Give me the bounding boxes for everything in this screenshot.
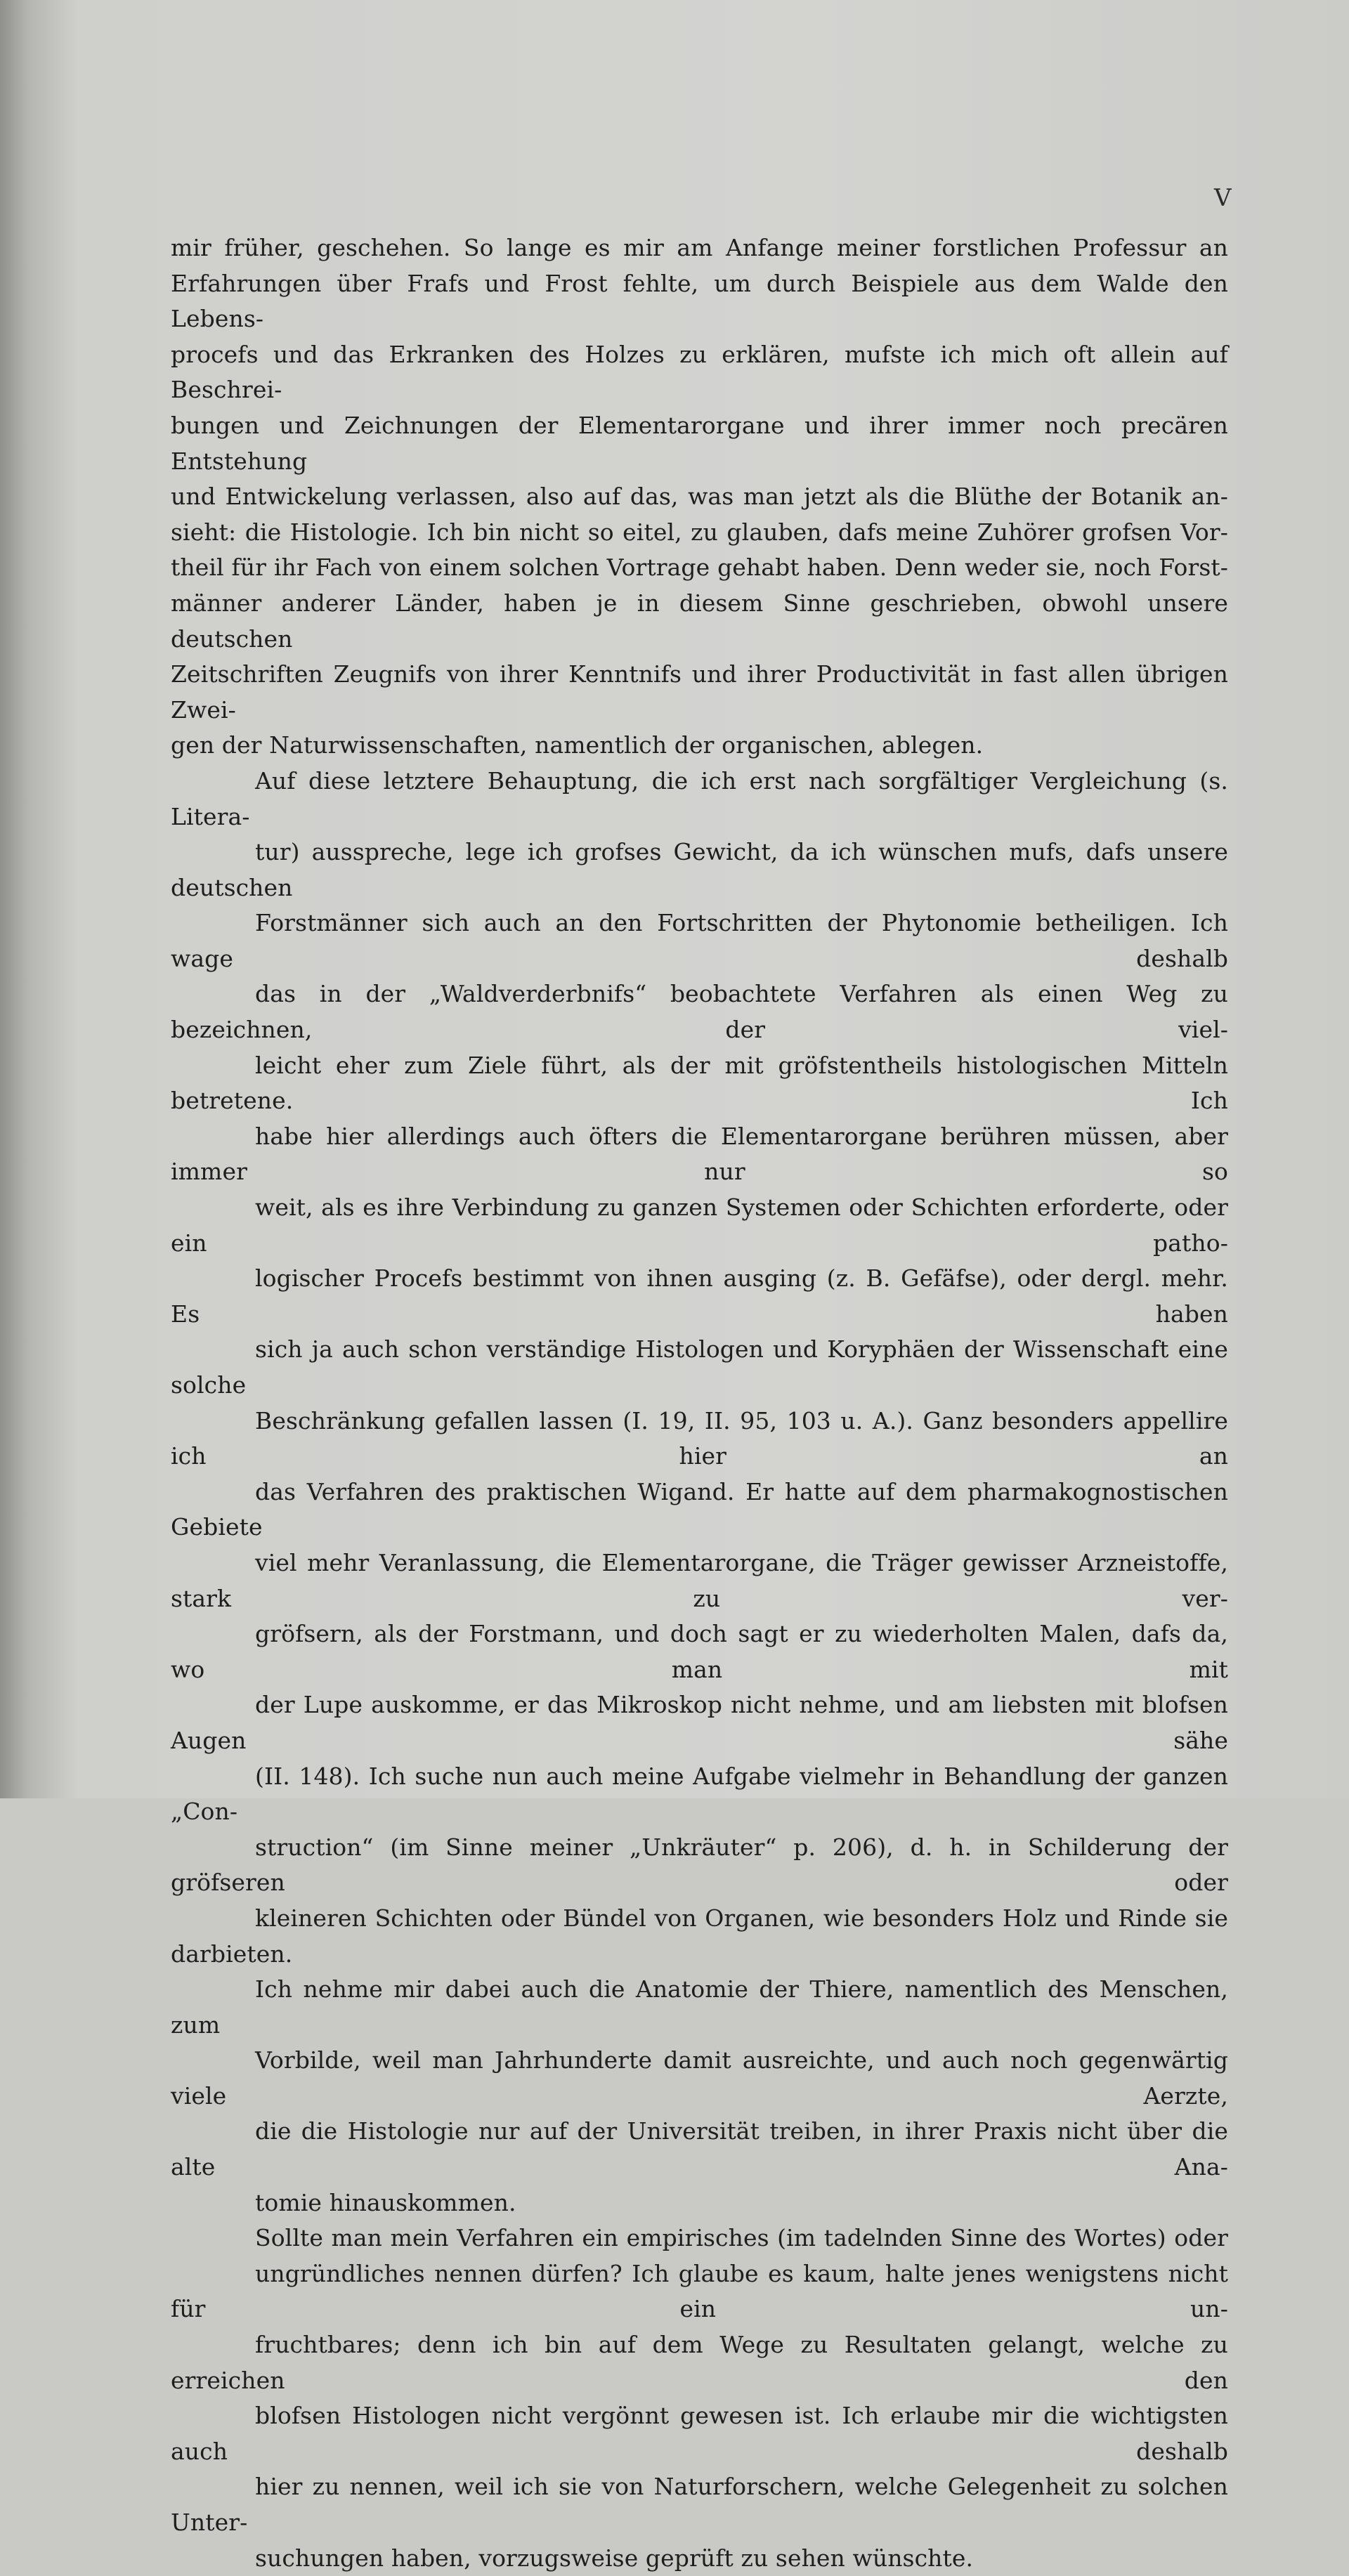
text-line: tomie hinauskommen. [255,2188,516,2216]
text-line: hier zu nennen, weil ich sie von Naturforschern, welche Gelegenheit zu solchen Unter- [171,2473,1228,2536]
text-line: Zeitschriften Zeugnifs von ihrer Kenntnifs und ihrer Productivität in fast allen übrigen Zwei- [171,660,1228,724]
text-line: das Verfahren des praktischen Wigand. Er hatte auf dem pharmakognostischen Gebiete [171,1477,1228,1541]
text-line: gröfsern, als der Forstmann, und doch sagt er zu wiederholten Malen, dafs da, wo man mit [171,1620,1228,1683]
text-line: männer anderer Länder, haben je in diesem Sinne geschrieben, obwohl unsere deutschen [171,589,1228,653]
text-line: Ich nehme mir dabei auch die Anatomie der Thiere, namentlich des Menschen, zum [171,1975,1228,2039]
text-line: das in der „Waldverderbnifs“ beobachtete Verfahren als einen Weg zu bezeichnen, der viel- [171,980,1228,1044]
text-line: suchungen haben, vorzugsweise geprüft zu sehen wünschte. [255,2544,974,2572]
text-line: Forstmänner sich auch an den Fortschritten der Phytonomie betheiligen. Ich wage deshalb [171,909,1228,972]
text-line: logischer Procefs bestimmt von ihnen ausging (z. B. Gefäfse), oder dergl. mehr. Es haben [171,1264,1228,1328]
paragraph-2 [171,764,1228,2221]
text-line: viel mehr Veranlassung, die Elementarorgane, die Träger gewisser Arzneistoffe, stark zu ver- [171,1548,1228,1612]
text-line: bungen und Zeichnungen der Elementarorgane und ihrer immer noch precären Entstehung [171,411,1228,475]
text-line: sich ja auch schon verständige Histologen und Koryphäen der Wissenschaft eine solche [171,1335,1228,1399]
text-line: Auf diese letztere Behauptung, die ich erst nach sorgfältiger Vergleichung (s. Litera- [171,766,1228,830]
page-number: V [1214,184,1232,212]
text-line: tur) ausspreche, lege ich grofses Gewicht, da ich wünschen mufs, dafs unsere deutschen [171,838,1228,901]
body-text [171,230,1228,2576]
text-line: gen der Naturwissenschaften, namentlich der organischen, ablegen. [171,731,984,759]
text-line: ungründliches nennen dürfen? Ich glaube es kaum, halte jenes wenigstens nicht für ein un- [171,2259,1228,2323]
text-line: blofsen Histologen nicht vergönnt gewesen ist. Ich erlaube mir die wichtigsten auch deshalb [171,2402,1228,2465]
text-line: fruchtbares; denn ich bin auf dem Wege zu Resultaten gelangt, welche zu erreichen den [171,2331,1228,2394]
text-line: mir früher, geschehen. So lange es mir am Anfange meiner forstlichen Professur an [171,234,1228,261]
text-line: Erfahrungen über Frafs und Frost fehlte, um durch Beispiele aus dem Walde den Lebens- [171,269,1228,333]
text-line: Sollte man mein Verfahren ein empirisches (im tadelnden Sinne des Wortes) oder [255,2224,1228,2252]
paragraph-3 [171,2221,1228,2576]
paragraph-1 [171,230,1228,764]
text-line: struction“ (im Sinne meiner „Unkräuter“ p. 206), d. h. in Schilderung der gröfseren oder [171,1833,1228,1897]
text-line: die die Histologie nur auf der Universität treiben, in ihrer Praxis nicht über die alte Ana- [171,2117,1228,2181]
text-line: (II. 148). Ich suche nun auch meine Aufgabe vielmehr in Behandlung der ganzen „Con- [171,1762,1228,1826]
text-line: der Lupe auskomme, er das Mikroskop nicht nehme, und am liebsten mit blofsen Augen sähe [171,1691,1228,1754]
text-line: kleineren Schichten oder Bündel von Organen, wie besonders Holz und Rinde sie darbieten. [171,1904,1228,1968]
text-line: weit, als es ihre Verbindung zu ganzen Systemen oder Schichten erforderte, oder ein patho- [171,1194,1228,1257]
text-line: theil für ihr Fach von einem solchen Vortrage gehabt haben. Denn weder sie, noch Forst- [171,554,1228,582]
text-line: procefs und das Erkranken des Holzes zu erklären, mufste ich mich oft allein auf Beschrei- [171,340,1228,404]
text-line: und Entwickelung verlassen, also auf das, was man jetzt als die Blüthe der Botanik an- [171,483,1228,511]
text-line: Beschränkung gefallen lassen (I. 19, II. 95, 103 u. A.). Ganz besonders appellire ich hier an [171,1406,1228,1470]
text-line: habe hier allerdings auch öfters die Elementarorgane berühren müssen, aber immer nur so [171,1122,1228,1186]
text-line: sieht: die Histologie. Ich bin nicht so eitel, zu glauben, dafs meine Zuhörer grofsen Vor- [171,518,1228,546]
text-line: leicht eher zum Ziele führt, als der mit gröfstentheils histologischen Mitteln betretene. Ich [171,1051,1228,1115]
text-line: Vorbilde, weil man Jahrhunderte damit ausreichte, und auch noch gegenwärtig viele Aerzte, [171,2046,1228,2110]
